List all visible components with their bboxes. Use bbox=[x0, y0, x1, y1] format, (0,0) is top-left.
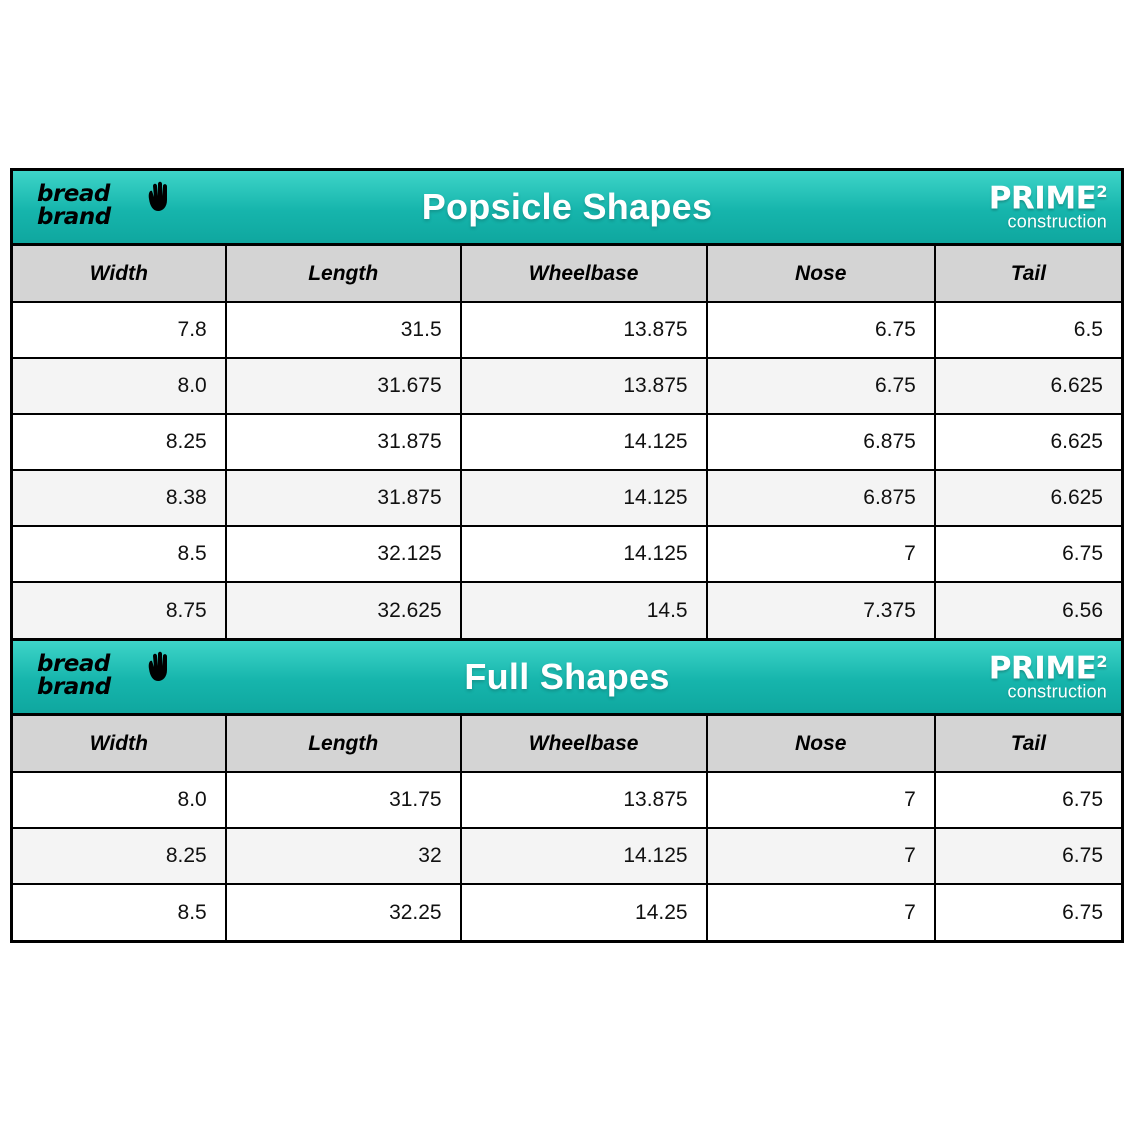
popsicle-banner bbox=[13, 171, 1121, 246]
cell-width: 8.0 bbox=[13, 772, 226, 828]
cell-wheelbase: 13.875 bbox=[461, 772, 707, 828]
cell-width: 7.8 bbox=[13, 302, 226, 358]
table-row bbox=[13, 526, 1121, 582]
table-header-row bbox=[13, 246, 1121, 302]
column-header-tail: Tail bbox=[935, 246, 1121, 302]
cell-length: 32 bbox=[226, 828, 461, 884]
cell-length: 31.875 bbox=[226, 470, 461, 526]
cell-nose: 7 bbox=[707, 884, 935, 940]
full-shapes-table-title: Full Shapes bbox=[464, 656, 670, 697]
column-header-width: Width bbox=[13, 246, 226, 302]
column-header-width: Width bbox=[13, 716, 226, 772]
prime-logo-name bbox=[988, 650, 1107, 687]
prime-logo-superscript: 2 bbox=[1096, 652, 1107, 672]
cell-wheelbase: 14.125 bbox=[461, 526, 707, 582]
column-header-wheelbase: Wheelbase bbox=[461, 716, 707, 772]
hand-icon bbox=[142, 179, 176, 213]
cell-width: 8.25 bbox=[13, 414, 226, 470]
cell-width: 8.5 bbox=[13, 526, 226, 582]
table-row bbox=[13, 358, 1121, 414]
cell-width: 8.0 bbox=[13, 358, 226, 414]
prime-logo-word: PRIME bbox=[988, 650, 1097, 687]
cell-wheelbase: 14.125 bbox=[461, 828, 707, 884]
cell-length: 32.25 bbox=[226, 884, 461, 940]
cell-wheelbase: 14.125 bbox=[461, 414, 707, 470]
bread-brand-logo-text bbox=[37, 653, 111, 699]
cell-wheelbase: 14.25 bbox=[461, 884, 707, 940]
column-header-nose: Nose bbox=[707, 246, 935, 302]
table-row bbox=[13, 470, 1121, 526]
cell-tail: 6.625 bbox=[935, 470, 1121, 526]
cell-nose: 7 bbox=[707, 772, 935, 828]
cell-length: 31.5 bbox=[226, 302, 461, 358]
full-shapes-banner bbox=[13, 641, 1121, 716]
cell-tail: 6.625 bbox=[935, 358, 1121, 414]
table-row bbox=[13, 772, 1121, 828]
cell-nose: 6.75 bbox=[707, 358, 935, 414]
cell-width: 8.5 bbox=[13, 884, 226, 940]
popsicle-table-title: Popsicle Shapes bbox=[421, 186, 713, 227]
bread-brand-logo-line1: bread bbox=[37, 181, 110, 207]
full-shapes-table bbox=[13, 716, 1121, 940]
prime-logo-superscript: 2 bbox=[1096, 182, 1107, 202]
cell-width: 8.25 bbox=[13, 828, 226, 884]
column-header-wheelbase: Wheelbase bbox=[461, 246, 707, 302]
bread-brand-logo bbox=[29, 649, 199, 705]
table-row bbox=[13, 884, 1121, 940]
cell-width: 8.75 bbox=[13, 582, 226, 638]
prime-logo-subtitle: construction bbox=[1007, 681, 1107, 702]
cell-wheelbase: 14.125 bbox=[461, 470, 707, 526]
cell-wheelbase: 14.5 bbox=[461, 582, 707, 638]
cell-nose: 7.375 bbox=[707, 582, 935, 638]
column-header-nose: Nose bbox=[707, 716, 935, 772]
cell-nose: 7 bbox=[707, 526, 935, 582]
cell-length: 32.625 bbox=[226, 582, 461, 638]
cell-length: 32.125 bbox=[226, 526, 461, 582]
cell-nose: 6.875 bbox=[707, 470, 935, 526]
cell-tail: 6.75 bbox=[935, 526, 1121, 582]
cell-tail: 6.5 bbox=[935, 302, 1121, 358]
hand-icon bbox=[142, 649, 176, 683]
popsicle-shapes-block bbox=[10, 168, 1124, 641]
cell-tail: 6.75 bbox=[935, 772, 1121, 828]
prime-logo-name bbox=[988, 180, 1107, 217]
prime-logo-word: PRIME bbox=[988, 180, 1097, 217]
column-header-tail: Tail bbox=[935, 716, 1121, 772]
column-header-length: Length bbox=[226, 716, 461, 772]
column-header-length: Length bbox=[226, 246, 461, 302]
cell-nose: 6.75 bbox=[707, 302, 935, 358]
cell-wheelbase: 13.875 bbox=[461, 358, 707, 414]
cell-length: 31.75 bbox=[226, 772, 461, 828]
cell-nose: 7 bbox=[707, 828, 935, 884]
prime-construction-logo bbox=[988, 650, 1107, 702]
cell-tail: 6.56 bbox=[935, 582, 1121, 638]
table-row bbox=[13, 582, 1121, 638]
popsicle-shapes-table bbox=[13, 246, 1121, 638]
cell-length: 31.675 bbox=[226, 358, 461, 414]
table-header-row bbox=[13, 716, 1121, 772]
cell-wheelbase: 13.875 bbox=[461, 302, 707, 358]
bread-brand-logo-line2: brand bbox=[37, 674, 111, 700]
cell-tail: 6.75 bbox=[935, 884, 1121, 940]
full-shapes-block bbox=[10, 641, 1124, 943]
prime-logo-subtitle: construction bbox=[1007, 211, 1107, 232]
cell-width: 8.38 bbox=[13, 470, 226, 526]
bread-brand-logo bbox=[29, 179, 199, 235]
table-row bbox=[13, 302, 1121, 358]
bread-brand-logo-text bbox=[37, 183, 111, 229]
cell-length: 31.875 bbox=[226, 414, 461, 470]
cell-nose: 6.875 bbox=[707, 414, 935, 470]
table-row bbox=[13, 828, 1121, 884]
cell-tail: 6.75 bbox=[935, 828, 1121, 884]
bread-brand-logo-line1: bread bbox=[37, 651, 110, 677]
table-row bbox=[13, 414, 1121, 470]
cell-tail: 6.625 bbox=[935, 414, 1121, 470]
bread-brand-logo-line2: brand bbox=[37, 204, 111, 230]
prime-construction-logo bbox=[988, 180, 1107, 232]
